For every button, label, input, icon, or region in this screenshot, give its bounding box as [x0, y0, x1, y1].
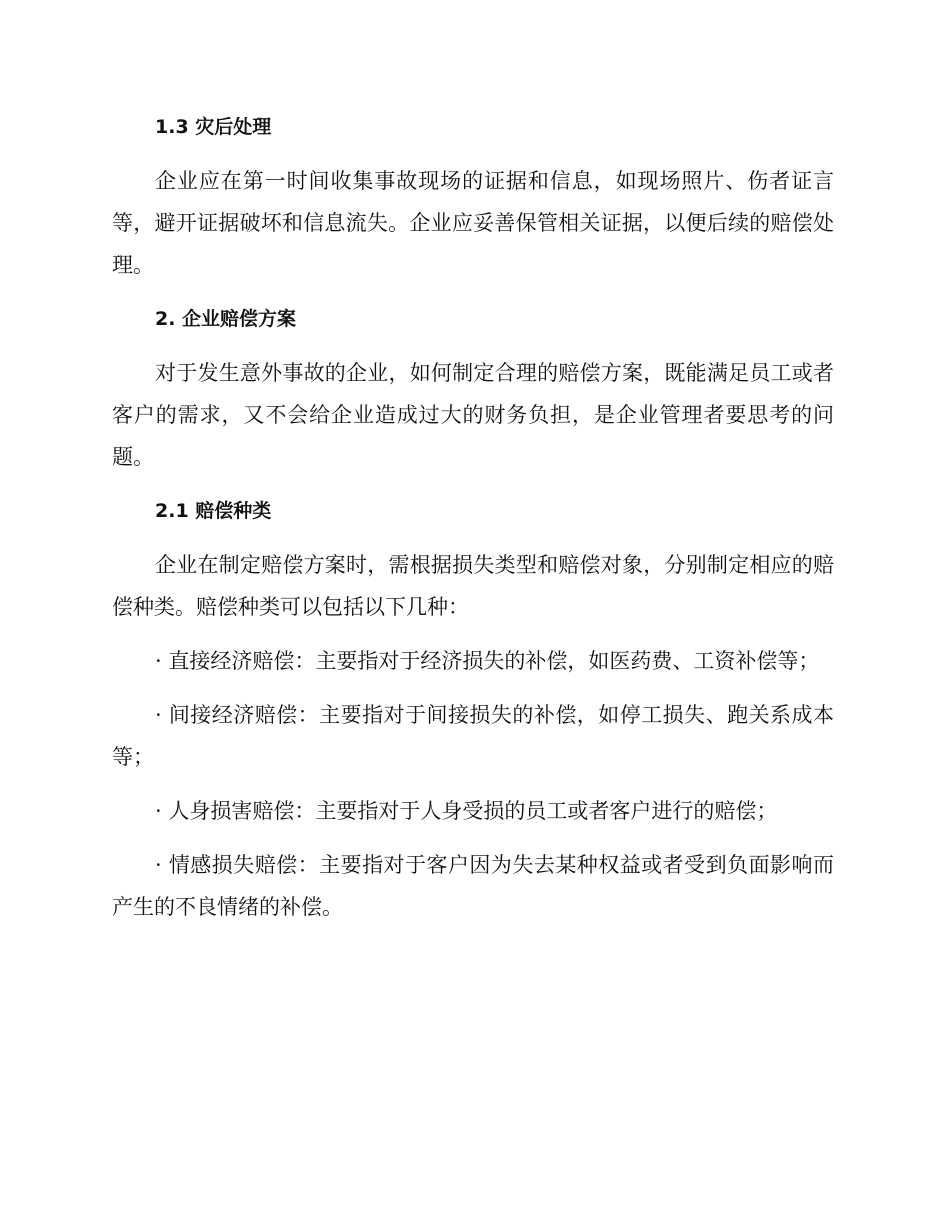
list-item-indirect-economic: · 间接经济赔偿：主要指对于间接损失的补偿，如停工损失、跑关系成本等；: [112, 703, 834, 769]
paragraph-disaster-handling: 企业应在第一时间收集事故现场的证据和信息，如现场照片、伤者证言等，避开证据破坏和信息流失。企业应妥善保管相关证据，以便后续的赔偿处理。: [112, 169, 834, 277]
list-item-direct-economic: · 直接经济赔偿：主要指对于经济损失的补偿，如医药费、工资补偿等；: [155, 649, 820, 673]
section-heading-1-3: 1.3 灾后处理: [155, 116, 272, 138]
list-item-emotional-loss: · 情感损失赔偿：主要指对于客户因为失去某种权益或者受到负面影响而产生的不良情绪的补偿。: [112, 853, 834, 919]
section-heading-2-1: 2.1 赔偿种类: [155, 500, 272, 522]
paragraph-compensation-plan: 对于发生意外事故的企业，如何制定合理的赔偿方案，既能满足员工或者客户的需求，又不会给企业造成过大的财务负担，是企业管理者要思考的问题。: [112, 361, 834, 469]
section-heading-2: 2. 企业赔偿方案: [155, 308, 297, 330]
paragraph-compensation-types: 企业在制定赔偿方案时，需根据损失类型和赔偿对象，分别制定相应的赔偿种类。赔偿种类可以包括以下几种：: [112, 553, 834, 619]
document-body: [112, 106, 834, 940]
list-item-personal-injury: · 人身损害赔偿：主要指对于人身受损的员工或者客户进行的赔偿；: [155, 799, 778, 823]
